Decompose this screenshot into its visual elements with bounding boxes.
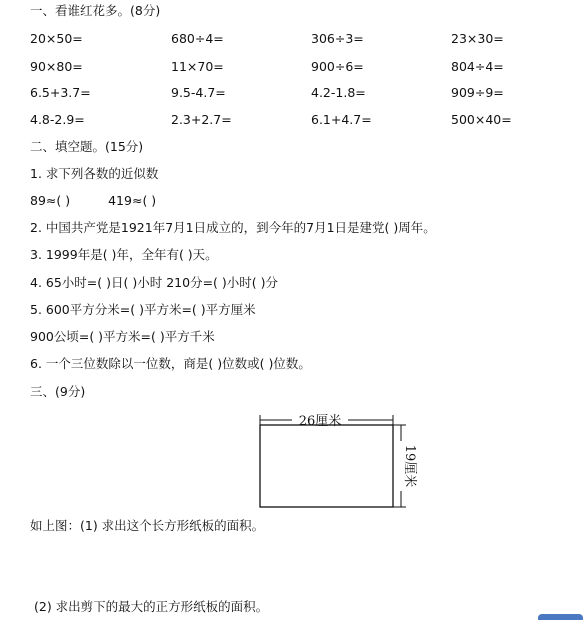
arithmetic-item: 680÷4= [171, 31, 224, 46]
arithmetic-item: 804÷4= [451, 59, 504, 74]
question-text: 2. 中国共产党是1921年7月1日成立的，到今年的7月1日是建党( )周年。 [30, 220, 436, 235]
corner-tab [538, 614, 583, 620]
arithmetic-item: 9.5-4.7= [171, 85, 226, 100]
arithmetic-item: 6.1+4.7= [311, 112, 372, 127]
question-text: 4. 65小时=( )日( )小时 210分=( )小时( )分 [30, 275, 278, 290]
section1-heading: 一、看谁红花多。(8分) [30, 3, 161, 18]
arithmetic-item: 909÷9= [451, 85, 504, 100]
question-text: 5. 600平方分米=( )平方米=( )平方厘米 [30, 302, 256, 317]
approx-blank: 89≈( ) [30, 193, 71, 208]
arithmetic-item: 90×80= [30, 59, 83, 74]
arithmetic-item: 900÷6= [311, 59, 364, 74]
width-label: 26厘米 [298, 414, 342, 429]
arithmetic-item: 23×30= [451, 31, 504, 46]
arithmetic-row [30, 31, 570, 47]
question-text: 3. 1999年是( )年，全年有( )天。 [30, 247, 218, 262]
arithmetic-item: 20×50= [30, 31, 83, 46]
question-text: 如上图：(1) 求出这个长方形纸板的面积。 [30, 518, 265, 533]
arithmetic-item: 4.8-2.9= [30, 112, 85, 127]
question-text: 6. 一个三位数除以一位数，商是( )位数或( )位数。 [30, 356, 311, 371]
arithmetic-row [30, 59, 570, 75]
arithmetic-item: 2.3+2.7= [171, 112, 232, 127]
arithmetic-row [30, 112, 570, 128]
arithmetic-item: 306÷3= [311, 31, 364, 46]
height-label: 19厘米 [402, 444, 417, 488]
question-text: 900公顷=( )平方米=( )平方千米 [30, 329, 215, 344]
section3-heading: 三、(9分) [30, 384, 86, 399]
arithmetic-item: 11×70= [171, 59, 224, 74]
question-text [30, 193, 156, 209]
arithmetic-item: 4.2-1.8= [311, 85, 366, 100]
arithmetic-item: 500×40= [451, 112, 512, 127]
section2-heading: 二、填空题。(15分) [30, 139, 144, 154]
question-text: (2) 求出剪下的最大的正方形纸板的面积。 [34, 599, 269, 614]
arithmetic-row [30, 85, 570, 101]
rectangle-figure [250, 405, 430, 515]
rectangle-outline [260, 425, 393, 507]
approx-blank: 419≈( ) [108, 193, 157, 208]
arithmetic-item: 6.5+3.7= [30, 85, 91, 100]
question-text: 1. 求下列各数的近似数 [30, 166, 159, 181]
